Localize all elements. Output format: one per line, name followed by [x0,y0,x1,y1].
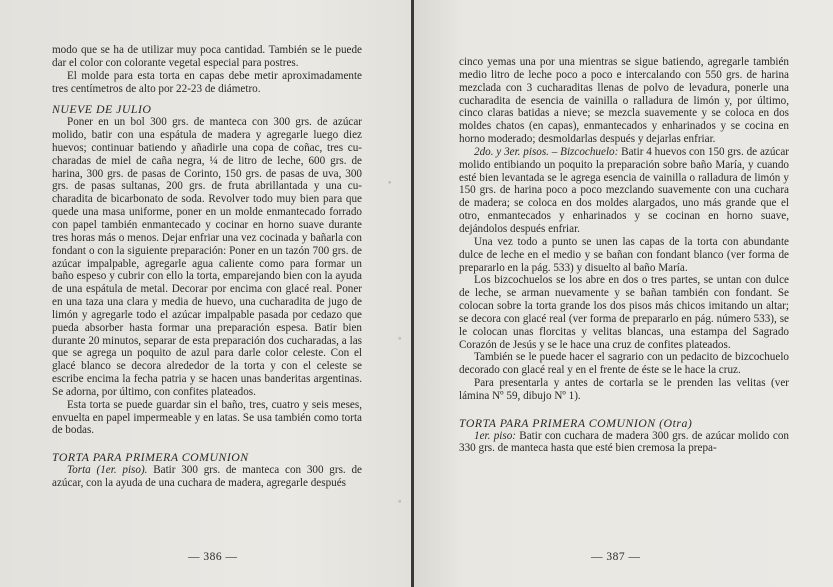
paragraph: Poner en un bol 300 grs. de manteca con 300 grs. de azúcar molido, batir con una espátula de madera y agregarle luego diez huevos; continuar batiendo y añadirle una copa de coñac, tres cucharadas de miel de caña negra, ¼ de litro de leche, 600 grs. de harina, 300 grs. de pasas de Corinto, 150 grs. de pasas de uva, 300 grs. de pasas sultanas, 200 grs. de fruta abrillantada y una cucharadita de bicarbonato de soda. Revolver todo muy bien para que quede una masa uniforme, poner en un molde enmantecado forrado con papel también enmantecado y cocinar en horno suave durante tres horas más o menos. Dejar enfriar una vez cocinada y bañarla con fondant o con la siguiente preparación: Poner en un tazón 700 grs. de azúcar impalpable, agregarle agua caliente como para formar un baño espeso y cubrir con ello la torta, emparejando bien con la ayuda de una espátula de metal. Decorar por encima con glacé real. Poner en una taza una clara y media de huevo, una cucharadita de jugo de limón y agregarle todo el azúcar impalpable pasada por cedazo que pueda absorber hasta formar una preparación espesa. Batir bien durante 20 minutos, separar de esta preparación dos cucharadas, a las que se agrega un poquito de azul para darle color celeste. Con el glacé blanco se decora alrededor de la torta y con el celeste se escribe encima la fecha patria y se hacen unas banderitas argentinas. Se adorna, por último, con confites plateados. [52,116,362,398]
recipe-label: 1er. piso: [474,429,516,442]
paragraph: Para presentarla y antes de cortarla se le prenden las velitas (ver lámina Nº 59, dibujo Nº 1). [459,377,789,402]
paragraph [52,464,362,490]
paragraph [459,146,789,236]
paragraph-text: Batir con cuchara de madera 300 grs. de azúcar molido con 330 grs. de manteca hasta que esté bien cremosa la prepa- [459,429,790,455]
page-number: — 386 — [188,551,238,563]
recipe-label: 2do. y 3er. pisos. – Bizcochuelo: [474,145,619,158]
paragraph: Una vez todo a punto se unen las capas de la torta con abundante dulce de leche en el medio y se bañan con fondant blanco (ver forma de prepararlo en la pág. 533) y disuelto al baño María. [459,235,789,274]
paragraph: cinco yemas una por una mientras se sigue batiendo, agregarle también medio litro de leche poco a poco e intercalando con 550 grs. de harina mezclada con 3 cucharaditas llenas de polvo de levadura, ponerle una cucharadita de esencia de vainilla o ralladura de limón y, por último, cinco claras batidas a nieve; se mezcla suavemente y se coloca en dos moldes chatos (en capas), enmantecados y enharinados y se cocina en horno moderado; desmoldarlas después y dejarlas enfriar. [459,56,789,146]
margin-mark: ◦ [398,496,402,506]
left-text-column [52,44,362,490]
margin-mark: ◦ [398,333,402,343]
recipe-heading: TORTA PARA PRIMERA COMUNION (Otra) [459,415,693,430]
paragraph: Los bizcochuelos se los abre en dos o tres partes, se untan con dulce de leche, se arman nuevamente y se bañan también con fondant. Se colocan sobre la torta grande los dos pisos más chicos imitando un altar; se decora con glacé real (ver forma de prepararlo en pág. número 533), se le colocan unas florcitas y velitas blancas, una estampa del Sagrado Corazón de Jesús y se le hace una cruz de confites plateados. [459,274,789,351]
left-page [0,0,414,587]
right-page [414,0,833,587]
recipe-label: Torta (1er. piso). [67,464,148,477]
right-text-column [459,56,789,455]
paragraph: modo que se ha de utilizar muy poca cantidad. También se le puede dar el color con colorante vegetal especial para postres. [52,44,362,69]
paragraph-text: Batir 300 grs. de manteca con 300 grs. de azúcar, con la ayuda de una cuchara de madera, agregarle después [52,464,362,489]
paragraph: El molde para esta torta en capas debe metir aproximadamente tres centímetros de alto por 22-23 de diámetro. [52,69,362,95]
paragraph [459,430,789,456]
margin-mark: ◦ [388,177,392,187]
recipe-heading: TORTA PARA PRIMERA COMUNION [52,450,249,465]
paragraph: Esta torta se puede guardar sin el baño, tres, cuatro y seis meses, envuelta en papel impermeable y en latas. Se usa también como torta de bodas. [52,398,362,437]
page-number: — 387 — [591,551,641,563]
paragraph: También se le puede hacer el sagrario con un pedacito de bizcochuelo decorado con glacé real y en el frente de éste se le hace la cruz. [459,351,789,377]
paragraph-text: Batir 4 huevos con 150 grs. de azúcar molido entibiando un poquito la preparación sobre baño María, y cuando esté bien levantada se le agrega esencia de vainilla o ralladura de limón y 150 grs. de harina poco a poco mezclando suavemente con una cuchara de madera; se coloca en dos moldes alargados, uno más grande que el otro, enmantecados y enharinados y se cocinan en horno suave, dejándolos después enfriar. [459,145,790,235]
recipe-heading: NUEVE DE JULIO [52,102,152,117]
